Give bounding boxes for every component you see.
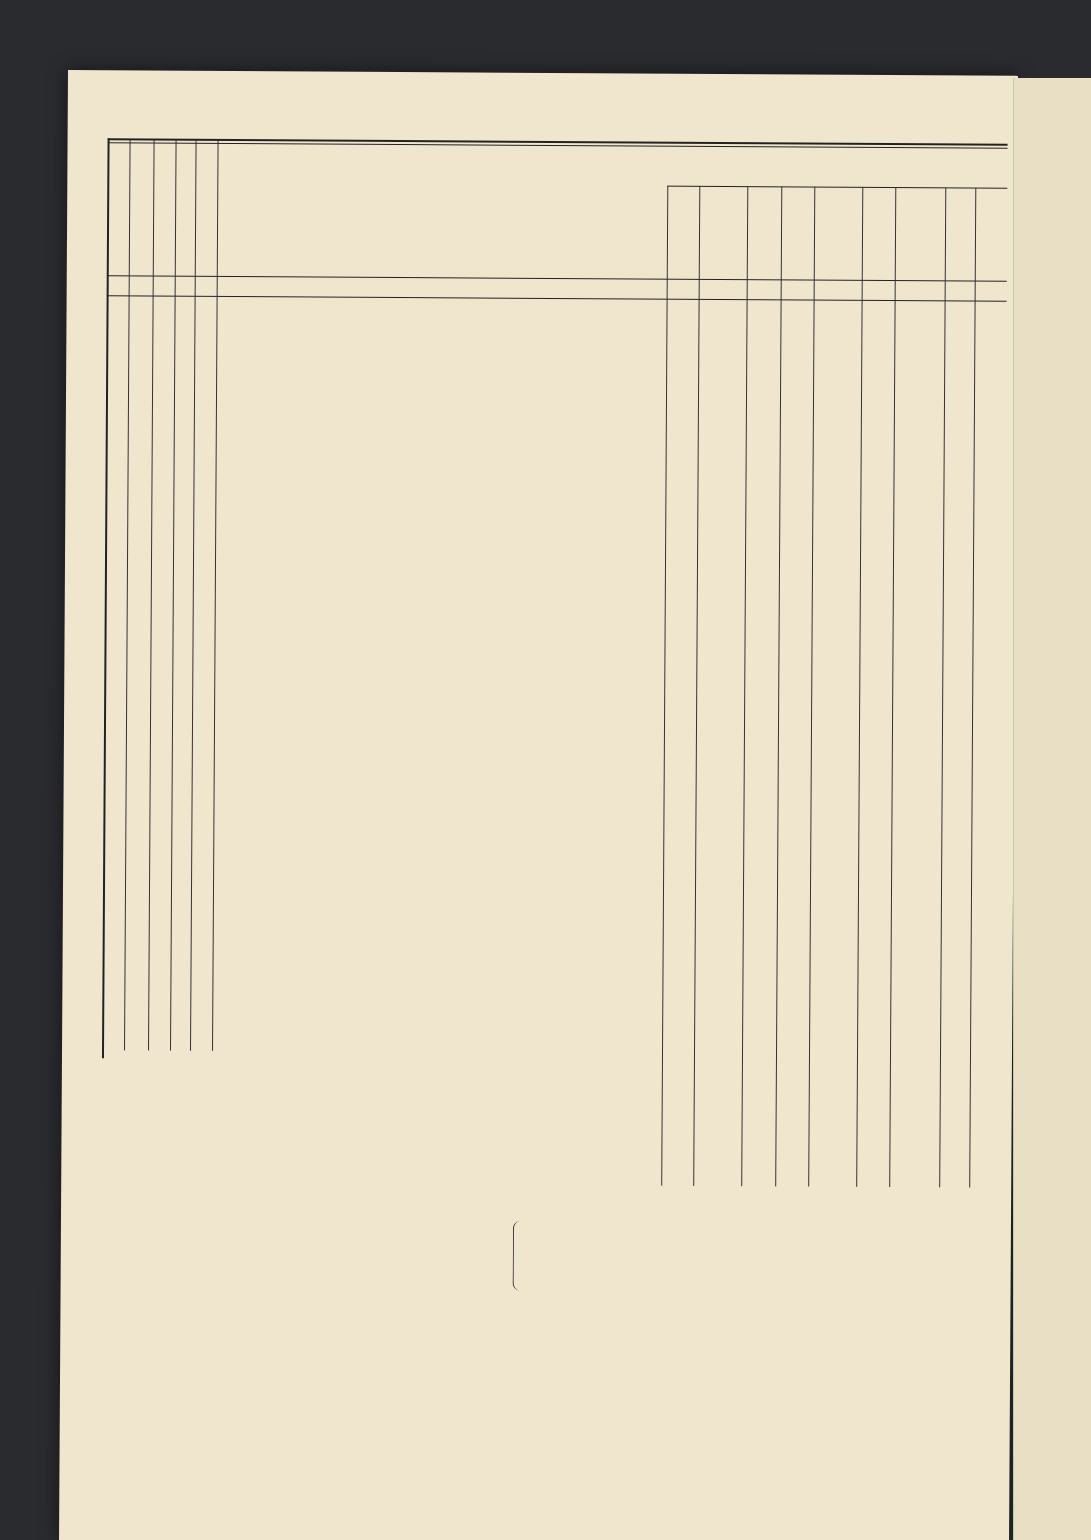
entry-text-a5 (224, 740, 656, 743)
left-border (102, 138, 110, 1058)
entry-text-a8 (222, 1049, 654, 1052)
entry-text-a1 (225, 580, 657, 583)
colnum-rule (107, 295, 1007, 301)
section-krapivna (226, 409, 658, 412)
entry-text-b1 (220, 1310, 652, 1313)
entry-text-a2 (225, 609, 657, 612)
gen-label-1 (225, 514, 657, 517)
total-label-2 (221, 1166, 653, 1169)
entry-text-r1 (226, 323, 658, 326)
section-trubnik (224, 725, 656, 728)
next-page-edge (1013, 78, 1091, 1540)
section-buyany (226, 440, 658, 443)
col-header-title (237, 179, 677, 182)
village-ugrum (221, 1295, 653, 1298)
header-rule (107, 275, 1007, 281)
entry-text-a7 (222, 976, 654, 979)
section-gorokh (224, 668, 656, 671)
brace (513, 1221, 523, 1291)
entry-text-a4 (224, 683, 656, 686)
year-rule (667, 186, 1007, 189)
value-grid (68, 70, 1018, 76)
entry-text-r13 (226, 455, 658, 458)
village-nagrivye (225, 566, 657, 569)
entry-text-a9 (222, 1094, 654, 1097)
total-label-1 (225, 485, 657, 488)
entry-text-r12 (226, 425, 658, 428)
section-podmosh (222, 1079, 654, 1082)
section-olekh (223, 841, 655, 844)
section-ugly (222, 1034, 654, 1037)
ledger-page (59, 70, 1018, 1540)
entry-text-a3 (225, 638, 657, 641)
entry-text-a6 (223, 856, 655, 859)
village-cherenkovo (225, 552, 657, 555)
section-bobrov (223, 961, 655, 964)
